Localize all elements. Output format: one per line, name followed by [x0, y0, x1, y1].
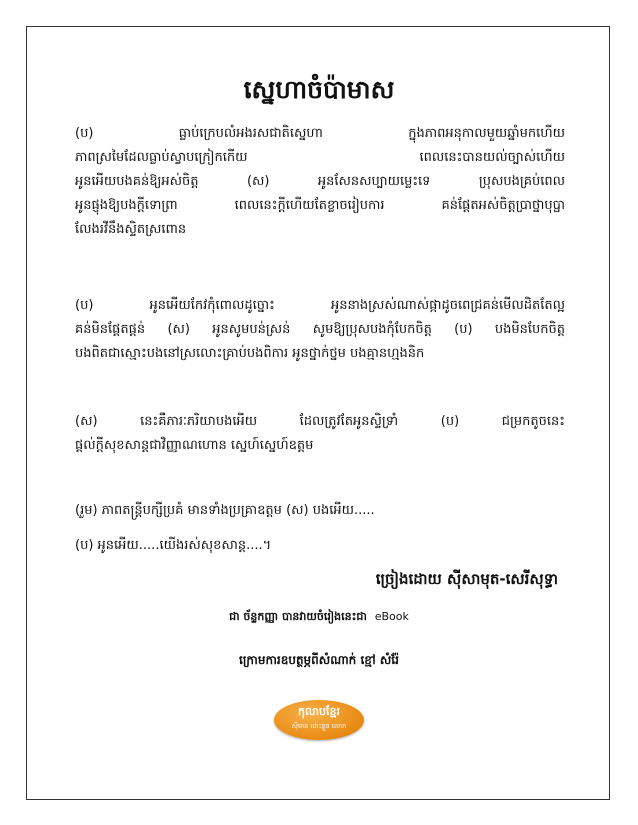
lyrics-line: (ប) ធ្លាប់ក្រេបលំអងរសជាតិស្នេហា ក្នុងភាពអនុកាលមួយឆ្នាំមកហើយ: [75, 126, 565, 141]
lyrics-line: ផ្តល់ក្តីសុខសាន្តជាវិញ្ញាណហោន ស្នេហ៍ស្នេហ៍ឧត្តម: [75, 438, 314, 453]
lyrics-line: បងពិតជាស្មោះបងនៅស្រលោះគ្រាប់បងពិការ អូនថ្នាក់ថ្នម បងគ្មានហ្មងនិក: [75, 346, 425, 361]
lyrics-paragraph-1: [75, 122, 565, 242]
lyrics-line: ភាពស្រមៃដែលធ្លាប់ស្វាបក្រៀកកើយ ពេលនេះបានយល់ច្បាស់ហើយ: [75, 150, 565, 165]
lyrics-line: គន់មិនផ្តែតផ្តន់ (ស) អូនសូមបន់ស្រន់ សូមឱ្យប្រុសបងកុំបែកចិត្ត (ប) បងមិនបែកចិត្ត: [75, 322, 565, 337]
chorus-line: (រួម) ភាពតន្ត្រីបក្សីប្រគំ មានទាំងប្រគ្រាឧត្តម (ស) បងអើយ.....: [75, 503, 375, 518]
lyrics-paragraph-3: [75, 410, 565, 458]
lyrics-paragraph-2: [75, 294, 565, 366]
rose-logo: [274, 700, 364, 740]
singer-credit: ច្រៀងដោយ ស៊ីសាមុត-សេរីសុទ្ធា: [375, 570, 558, 588]
lyrics-line: អូនអើយបងគន់ឱ្យអស់ចិត្ត (ស) អូនសែនសប្បាយម្លេះទេ ប្រុសបងគ្រប់ពេល: [75, 174, 565, 189]
ebook-credit: [0, 610, 638, 626]
ebook-credit-text: ជា ច័ន្ទកញ្ញា បានវាយចំរៀងនេះជា: [229, 610, 367, 623]
sponsor-credit: ក្រោមការឧបត្ថម្ភពីសំណាក់ ខ្មៅ សំរ៉ែ: [239, 653, 399, 667]
ebook-word: eBook: [374, 610, 409, 623]
lyrics-line: (ប) អូនអើយកែវកុំពោលដូច្នោះ អូននាងស្រស់ណាស់ផ្កាដូចពេជ្រគន់មើលដិតតែល្អ: [75, 298, 565, 313]
lyrics-line: អូនផ្ញុងឱ្យបងក្តីទោព្រា ពេលនេះក្តីហើយតែខ្លាចរៀបការ គន់ផ្តែតអស់ចិត្តប្រាថ្នាបុប្ផា: [75, 198, 565, 213]
logo-name: កុលាបខ្មែរ: [298, 705, 340, 718]
logo-subtitle: ស៊ីមាន ដោះខ្លួន លោក: [291, 722, 347, 730]
lyrics-line: លែងរវីនឹងស្ទិតស្រពោន: [75, 222, 187, 237]
ending-line: (ប) អូនអើយ.....យើងរស់សុខសាន្ត....។: [75, 538, 272, 553]
lyrics-line: (ស) នេះគឺភារៈភរិយាបងអើយ ដែលត្រូវតែអូនស្ទិទ្រាំ (ប) ជម្រកតូចនេះ: [75, 414, 565, 429]
song-title: ស្នេហាចំប៉ាមាស: [243, 75, 395, 104]
